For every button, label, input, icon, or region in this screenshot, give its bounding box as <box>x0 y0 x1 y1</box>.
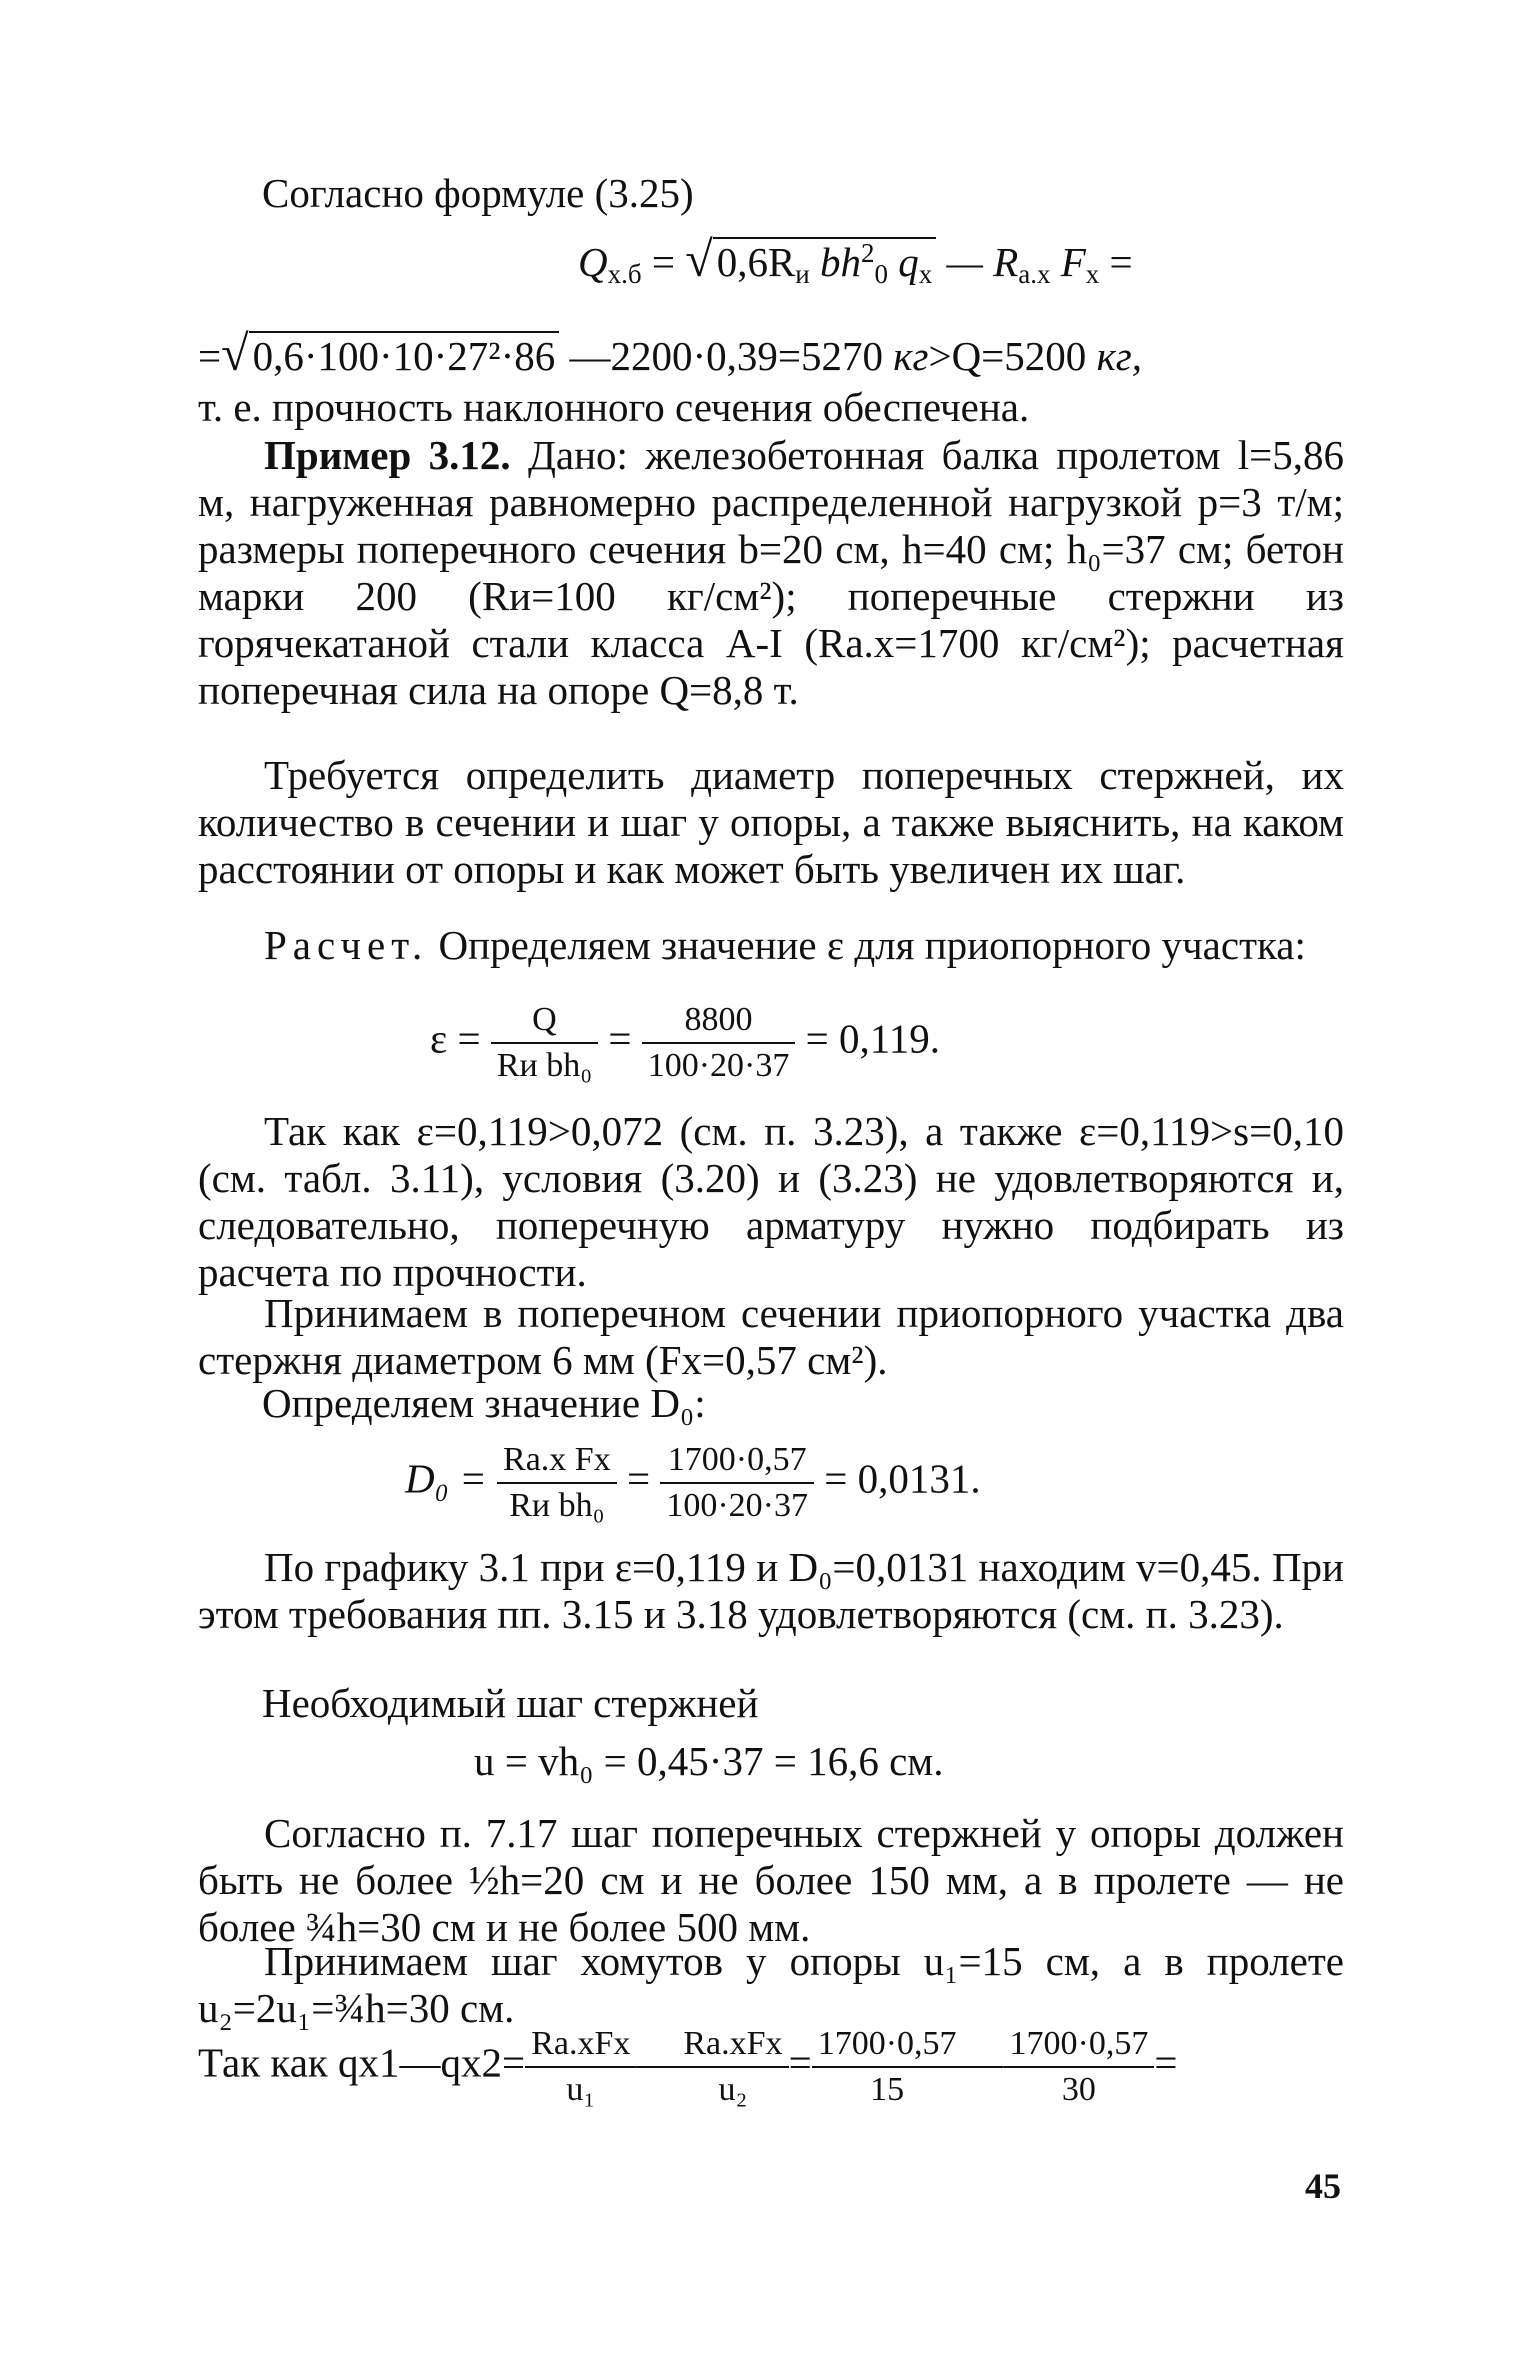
numerator: 1700·0,57 <box>1004 2024 1155 2068</box>
formula-equals: = <box>626 1455 651 1502</box>
page-number: 45 <box>1305 2166 1341 2206</box>
graph-paragraph: По графику 3.1 при ε=0,119 и D₀=0,0131 находим v=0,45. При этом требования пп. 3.15 и 3.18 удовлетворяются (см. п. 3.23). <box>198 1544 1344 1637</box>
fraction <box>642 1000 796 1086</box>
intro-text: Согласно формуле (3.25) <box>262 170 694 216</box>
determine-text: Определяем значение D₀: <box>262 1380 706 1426</box>
formula-term: 0,6·100·10·27²·86 <box>249 331 560 379</box>
formula-lead: Так как qх1—qх2= <box>198 2039 526 2086</box>
formula-equals: = <box>608 1015 632 1062</box>
numerator: Rа.х Fх <box>497 1440 617 1484</box>
numerator: 1700·0,57 <box>812 2024 963 2068</box>
formula-symbol: D₀ = <box>405 1455 487 1502</box>
fraction <box>677 2024 788 2110</box>
strength-conclusion: т. е. прочность наклонного сечения обеспечена. <box>198 384 1030 430</box>
formula-term: 0,6R <box>716 239 796 285</box>
calculation-text: Определяем значение ε для приопорного участка: <box>438 922 1306 968</box>
numerator: Q <box>491 1000 598 1044</box>
sqrt-sign: $√0,6R_и$ $bh^2_0$ $q_х$ <box>685 236 936 286</box>
formula-subscript: а.х <box>1018 259 1051 289</box>
formula-symbol: bh <box>820 239 861 285</box>
denominator: Rи bh₀ <box>496 1047 593 1084</box>
denominator: u₁ <box>566 2071 596 2108</box>
example-title: Пример 3.12. <box>264 432 511 478</box>
formula-subscript: х.б <box>607 259 642 289</box>
denominator: 100·20·37 <box>666 1487 808 1524</box>
formula-325-line2: =√0,6·100·10·27²·86 —2200·0,39=5270 кг>Q=5200 кг, <box>198 325 1142 381</box>
denominator: 100·20·37 <box>647 1047 790 1084</box>
accept-paragraph: Принимаем в поперечном сечении приопорного участка два стержня диаметром 6 мм (Fх=0,57 см²). <box>198 1290 1344 1383</box>
formula-325-line1: $Q_{х.б} = √0,6R_и$ $bh^2_0$ $q_х$ — $R_{а.х}$ $F_х$ = <box>578 231 1133 289</box>
formula-superscript: 2 <box>861 238 875 268</box>
since-paragraph: Так как ε=0,119>0,072 (см. п. 3.23), а также ε=0,119>s=0,10 (см. табл. 3.11), условия (3.20) и (3.23) не удовлетворяются и, следовательно, поперечную арматуру нужно подбирать из расчета по прочности. <box>198 1108 1344 1295</box>
formula-symbol: — R <box>946 239 1019 285</box>
formula-minus: — <box>636 2039 678 2086</box>
numerator: 1700·0,57 <box>660 1440 814 1484</box>
clause-717-paragraph: Согласно п. 7.17 шаг поперечных стержней у опоры должен быть не более ½h=20 см и не более 150 мм, а в пролете — не более ¾h=30 см и не более 500 мм. <box>198 1810 1344 1950</box>
accept-step-paragraph: Принимаем шаг хомутов у опоры u₁=15 см, а в пролете u₂=2u₁=¾h=30 см. <box>198 1938 1344 2031</box>
fraction <box>491 1000 598 1086</box>
denominator: Rи bh₀ <box>509 1487 605 1524</box>
formula-qx-difference <box>198 2024 1177 2110</box>
formula-symbol: ε = <box>430 1015 481 1062</box>
fraction <box>1004 2024 1155 2110</box>
numerator: 8800 <box>642 1000 796 1044</box>
formula-subscript: х <box>918 259 933 289</box>
fraction <box>812 2024 963 2110</box>
requirement-paragraph: Требуется определить диаметр поперечных стержней, их количество в сечении и шаг у опоры, а также выяснить, на каком расстоянии от опоры и как может быть увеличен их шаг. <box>198 752 1344 892</box>
numerator: Rа.хFх <box>525 2024 636 2068</box>
calculation-label: Расчет. <box>264 922 429 968</box>
formula-minus: — <box>962 2039 1004 2086</box>
formula-symbol: F <box>1060 239 1086 285</box>
formula-epsilon <box>430 1000 940 1086</box>
numerator: Rа.хFх <box>677 2024 788 2068</box>
unit: кг, <box>1096 333 1142 379</box>
formula-subscript: и <box>795 259 810 289</box>
formula-d0 <box>405 1440 981 1526</box>
formula-equals: = <box>1154 2039 1178 2086</box>
formula-equals: = <box>1109 239 1133 285</box>
formula-equals: = <box>788 2039 812 2086</box>
step-text: Необходимый шаг стержней <box>262 1680 759 1726</box>
formula-symbol: q <box>898 239 919 285</box>
unit: кг <box>893 333 929 379</box>
formula-subscript: 0 <box>874 259 888 289</box>
fraction <box>660 1440 814 1526</box>
example-text: Дано: железобетонная балка пролетом l=5,86 м, нагруженная равномерно распределенной нагрузкой p=3 т/м; размеры поперечного сечения b=20 см, h=40 см; h₀=37 см; бетон марки 200 (Rи=100 кг/см²); поперечные стержни из горячекатаной стали класса А-I (Rа.х=1700 кг/см²); расчетная поперечная сила на опоре Q=8,8 т. <box>198 432 1345 713</box>
fraction <box>525 2024 636 2110</box>
formula-symbol: Q <box>578 239 608 285</box>
formula-subscript: х <box>1085 259 1100 289</box>
denominator: u₂ <box>718 2071 748 2108</box>
formula-result: = 0,119. <box>805 1015 940 1062</box>
formula-step: u = vh₀ = 0,45·37 = 16,6 см. <box>474 1738 944 1784</box>
sqrt-sign: √0,6·100·10·27²·86 <box>221 330 559 380</box>
formula-result: = 0,0131. <box>824 1455 981 1502</box>
denominator: 15 <box>870 2071 905 2108</box>
calculation-paragraph <box>198 922 1344 969</box>
formula-term: >Q=5200 <box>928 333 1087 379</box>
example-paragraph <box>198 432 1344 714</box>
denominator: 30 <box>1061 2071 1096 2108</box>
formula-term: —2200·0,39=5270 <box>569 333 884 379</box>
fraction <box>497 1440 617 1526</box>
